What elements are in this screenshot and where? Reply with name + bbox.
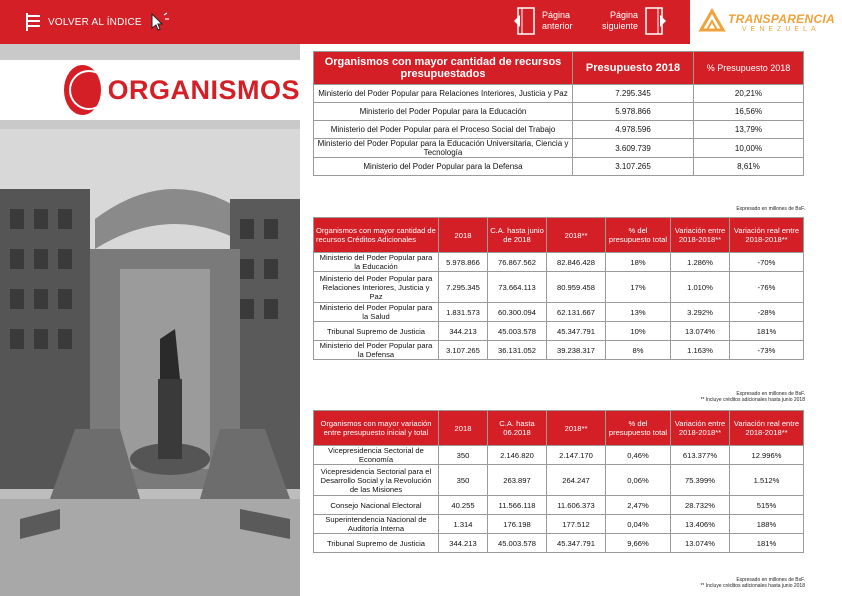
table-header-cell: Variación entre 2018-2018** (671, 218, 730, 253)
table3-note (700, 577, 805, 589)
budget-table (313, 51, 804, 176)
table-cell: 82.846.428 (547, 253, 606, 272)
table-cell: 10,00% (694, 139, 804, 158)
table-cell: 350 (439, 446, 488, 465)
table-cell: Tribunal Supremo de Justicia (314, 534, 439, 553)
table-cell: 28.732% (671, 496, 730, 515)
coat-of-arms-icon (64, 65, 101, 115)
table-cell: 13,79% (694, 121, 804, 139)
table-row (314, 103, 804, 121)
previous-page-icon (512, 6, 538, 36)
table-cell: 264.247 (547, 465, 606, 496)
table-cell: -73% (730, 341, 804, 360)
table-cell: 5.978.866 (439, 253, 488, 272)
table-row (314, 341, 804, 360)
table-cell: 13.074% (671, 534, 730, 553)
table-cell: Tribunal Supremo de Justicia (314, 322, 439, 341)
table-header-row (314, 218, 804, 253)
table-cell: 7.295.345 (439, 272, 488, 303)
table-cell: 181% (730, 534, 804, 553)
table-header-cell: Variación real entre 2018-2018** (730, 411, 804, 446)
table-row (314, 515, 804, 534)
table-cell: 20,21% (694, 85, 804, 103)
table-cell: 13.406% (671, 515, 730, 534)
table-cell: 188% (730, 515, 804, 534)
table-header-cell: % Presupuesto 2018 (694, 52, 804, 85)
table-cell: 13% (606, 303, 671, 322)
table-header-cell: Organismos con mayor variación entre presupuesto inicial y total (314, 411, 439, 446)
table2-note-credits: ** Incluye créditos adicionales hasta junio 2018 (700, 397, 805, 403)
table-cell: 181% (730, 322, 804, 341)
table-row (314, 446, 804, 465)
table-cell: 18% (606, 253, 671, 272)
table-cell: Ministerio del Poder Popular para Relaciones Interiores, Justicia y Paz (314, 85, 573, 103)
table-row (314, 303, 804, 322)
table-header-cell: Organismos con mayor cantidad de recursos Créditos Adicionales (314, 218, 439, 253)
table-cell: 75.399% (671, 465, 730, 496)
table-row (314, 322, 804, 341)
hand-cursor-icon (148, 12, 170, 32)
table-cell: Ministerio del Poder Popular para el Proceso Social del Trabajo (314, 121, 573, 139)
table-cell: 176.198 (488, 515, 547, 534)
table-cell: 1.831.573 (439, 303, 488, 322)
table-cell: Ministerio del Poder Popular para la Salud (314, 303, 439, 322)
table-cell: 17% (606, 272, 671, 303)
table-cell: -28% (730, 303, 804, 322)
table2-note-units: Expresado en millones de BsF. (736, 391, 805, 397)
table-row (314, 272, 804, 303)
table-cell: 60.300.094 (488, 303, 547, 322)
table-cell: 40.255 (439, 496, 488, 515)
table-header-cell: Variación entre 2018-2018** (671, 411, 730, 446)
table-cell: 3.292% (671, 303, 730, 322)
table-cell: Ministerio del Poder Popular para la Educación Universitaria, Ciencia y Tecnología (314, 139, 573, 158)
table-cell: 0,46% (606, 446, 671, 465)
table-cell: 45.003.578 (488, 534, 547, 553)
table-header-cell: % del presupuesto total (606, 218, 671, 253)
table-cell: Ministerio del Poder Popular para Relaciones Interiores, Justicia y Paz (314, 272, 439, 303)
table-cell: 1.314 (439, 515, 488, 534)
table-cell: 73.664.113 (488, 272, 547, 303)
budget-variation-table (313, 410, 804, 553)
table-cell: 613.377% (671, 446, 730, 465)
next-page-label-2: siguiente (602, 21, 639, 31)
table3-note-units: Expresado en millones de BsF. (736, 577, 805, 583)
table-header-cell: Variación real entre 2018-2018** (730, 218, 804, 253)
table-cell: 1.163% (671, 341, 730, 360)
table-cell: 45.347.791 (547, 322, 606, 341)
table-cell: Ministerio del Poder Popular para la Educación (314, 253, 439, 272)
table-row (314, 465, 804, 496)
table-cell: -76% (730, 272, 804, 303)
table-cell: 8% (606, 341, 671, 360)
table-cell: 1.286% (671, 253, 730, 272)
table-header-row (314, 52, 804, 85)
next-page-label-1: Página (610, 10, 639, 20)
transparencia-logo-icon (698, 8, 726, 36)
table-cell: 3.609.739 (573, 139, 694, 158)
table-cell: 3.107.265 (439, 341, 488, 360)
table-cell: 4.978.596 (573, 121, 694, 139)
table-cell: 11.606.373 (547, 496, 606, 515)
table-cell: 177.512 (547, 515, 606, 534)
table-cell: 0,04% (606, 515, 671, 534)
table-cell: 2,47% (606, 496, 671, 515)
table-row (314, 534, 804, 553)
table-cell: 350 (439, 465, 488, 496)
transparencia-logo[interactable] (698, 8, 835, 36)
table1-note: Expresado en millones de BsF. (736, 206, 805, 212)
table-cell: 36.131.052 (488, 341, 547, 360)
building-photo (0, 129, 300, 596)
table-header-cell: C.A. hasta junio de 2018 (488, 218, 547, 253)
table-cell: 515% (730, 496, 804, 515)
table-cell: 80.959.458 (547, 272, 606, 303)
brand-logo-area (690, 0, 842, 44)
table-cell: 10% (606, 322, 671, 341)
table-cell: 45.347.791 (547, 534, 606, 553)
table-cell: 1.010% (671, 272, 730, 303)
top-bar (0, 0, 690, 44)
table-cell: 263.897 (488, 465, 547, 496)
table-header-cell: Organismos con mayor cantidad de recursos presupuestados (314, 52, 573, 85)
table-cell: 39.238.317 (547, 341, 606, 360)
table-header-cell: 2018 (439, 411, 488, 446)
table-cell: Vicepresidencia Sectorial para el Desarrollo Social y la Revolución de las Misiones (314, 465, 439, 496)
table-cell: -70% (730, 253, 804, 272)
table-cell: 3.107.265 (573, 158, 694, 176)
table-row (314, 121, 804, 139)
table-cell: 13.074% (671, 322, 730, 341)
section-title: ORGANISMOS (107, 74, 300, 105)
menu-icon (26, 13, 44, 31)
table-cell: Ministerio del Poder Popular para la Defensa (314, 341, 439, 360)
table-row (314, 158, 804, 176)
table-cell: 45.003.578 (488, 322, 547, 341)
additional-credits-table (313, 217, 804, 360)
table-cell: Ministerio del Poder Popular para la Educación (314, 103, 573, 121)
next-page-button[interactable] (602, 6, 668, 36)
table-header-cell: Presupuesto 2018 (573, 52, 694, 85)
table-cell: Ministerio del Poder Popular para la Defensa (314, 158, 573, 176)
table-cell: 8,61% (694, 158, 804, 176)
back-to-index-button[interactable] (26, 10, 170, 34)
back-to-index-label: VOLVER AL ÍNDICE (48, 16, 142, 28)
table-header-row (314, 411, 804, 446)
table-cell: 62.131.667 (547, 303, 606, 322)
table-cell: Superintendencia Nacional de Auditoría Interna (314, 515, 439, 534)
table-header-cell: 2018** (547, 218, 606, 253)
table-cell: 344.213 (439, 534, 488, 553)
table-cell: 7.295.345 (573, 85, 694, 103)
previous-page-button[interactable] (512, 6, 573, 36)
table-cell: 16,56% (694, 103, 804, 121)
brand-name: TRANSPARENCIA (728, 11, 836, 26)
table-row (314, 139, 804, 158)
table-cell: 0,06% (606, 465, 671, 496)
table-cell: 1.512% (730, 465, 804, 496)
table-cell: Consejo Nacional Electoral (314, 496, 439, 515)
table-cell: 2.147.170 (547, 446, 606, 465)
table-row (314, 496, 804, 515)
table2-note (700, 391, 805, 403)
table-row (314, 253, 804, 272)
table-header-cell: % del presupuesto total (606, 411, 671, 446)
previous-page-label-2: anterior (542, 21, 573, 31)
section-header (0, 60, 300, 120)
table-header-cell: 2018** (547, 411, 606, 446)
table-cell: 9,66% (606, 534, 671, 553)
table3-note-credits: ** Incluye créditos adicionales hasta junio 2018 (700, 583, 805, 589)
table-cell: 76.867.562 (488, 253, 547, 272)
table-header-cell: C.A. hasta 06.2018 (488, 411, 547, 446)
left-panel (0, 44, 300, 596)
next-page-icon (642, 6, 668, 36)
table-cell: 5.978.866 (573, 103, 694, 121)
table-row (314, 85, 804, 103)
table-cell: 2.146.820 (488, 446, 547, 465)
previous-page-label-1: Página (542, 10, 571, 20)
table-cell: Vicepresidencia Sectorial de Economía (314, 446, 439, 465)
table-header-cell: 2018 (439, 218, 488, 253)
table-cell: 11.566.118 (488, 496, 547, 515)
brand-country: VENEZUELA (742, 25, 820, 33)
table-cell: 12.996% (730, 446, 804, 465)
table-cell: 344.213 (439, 322, 488, 341)
